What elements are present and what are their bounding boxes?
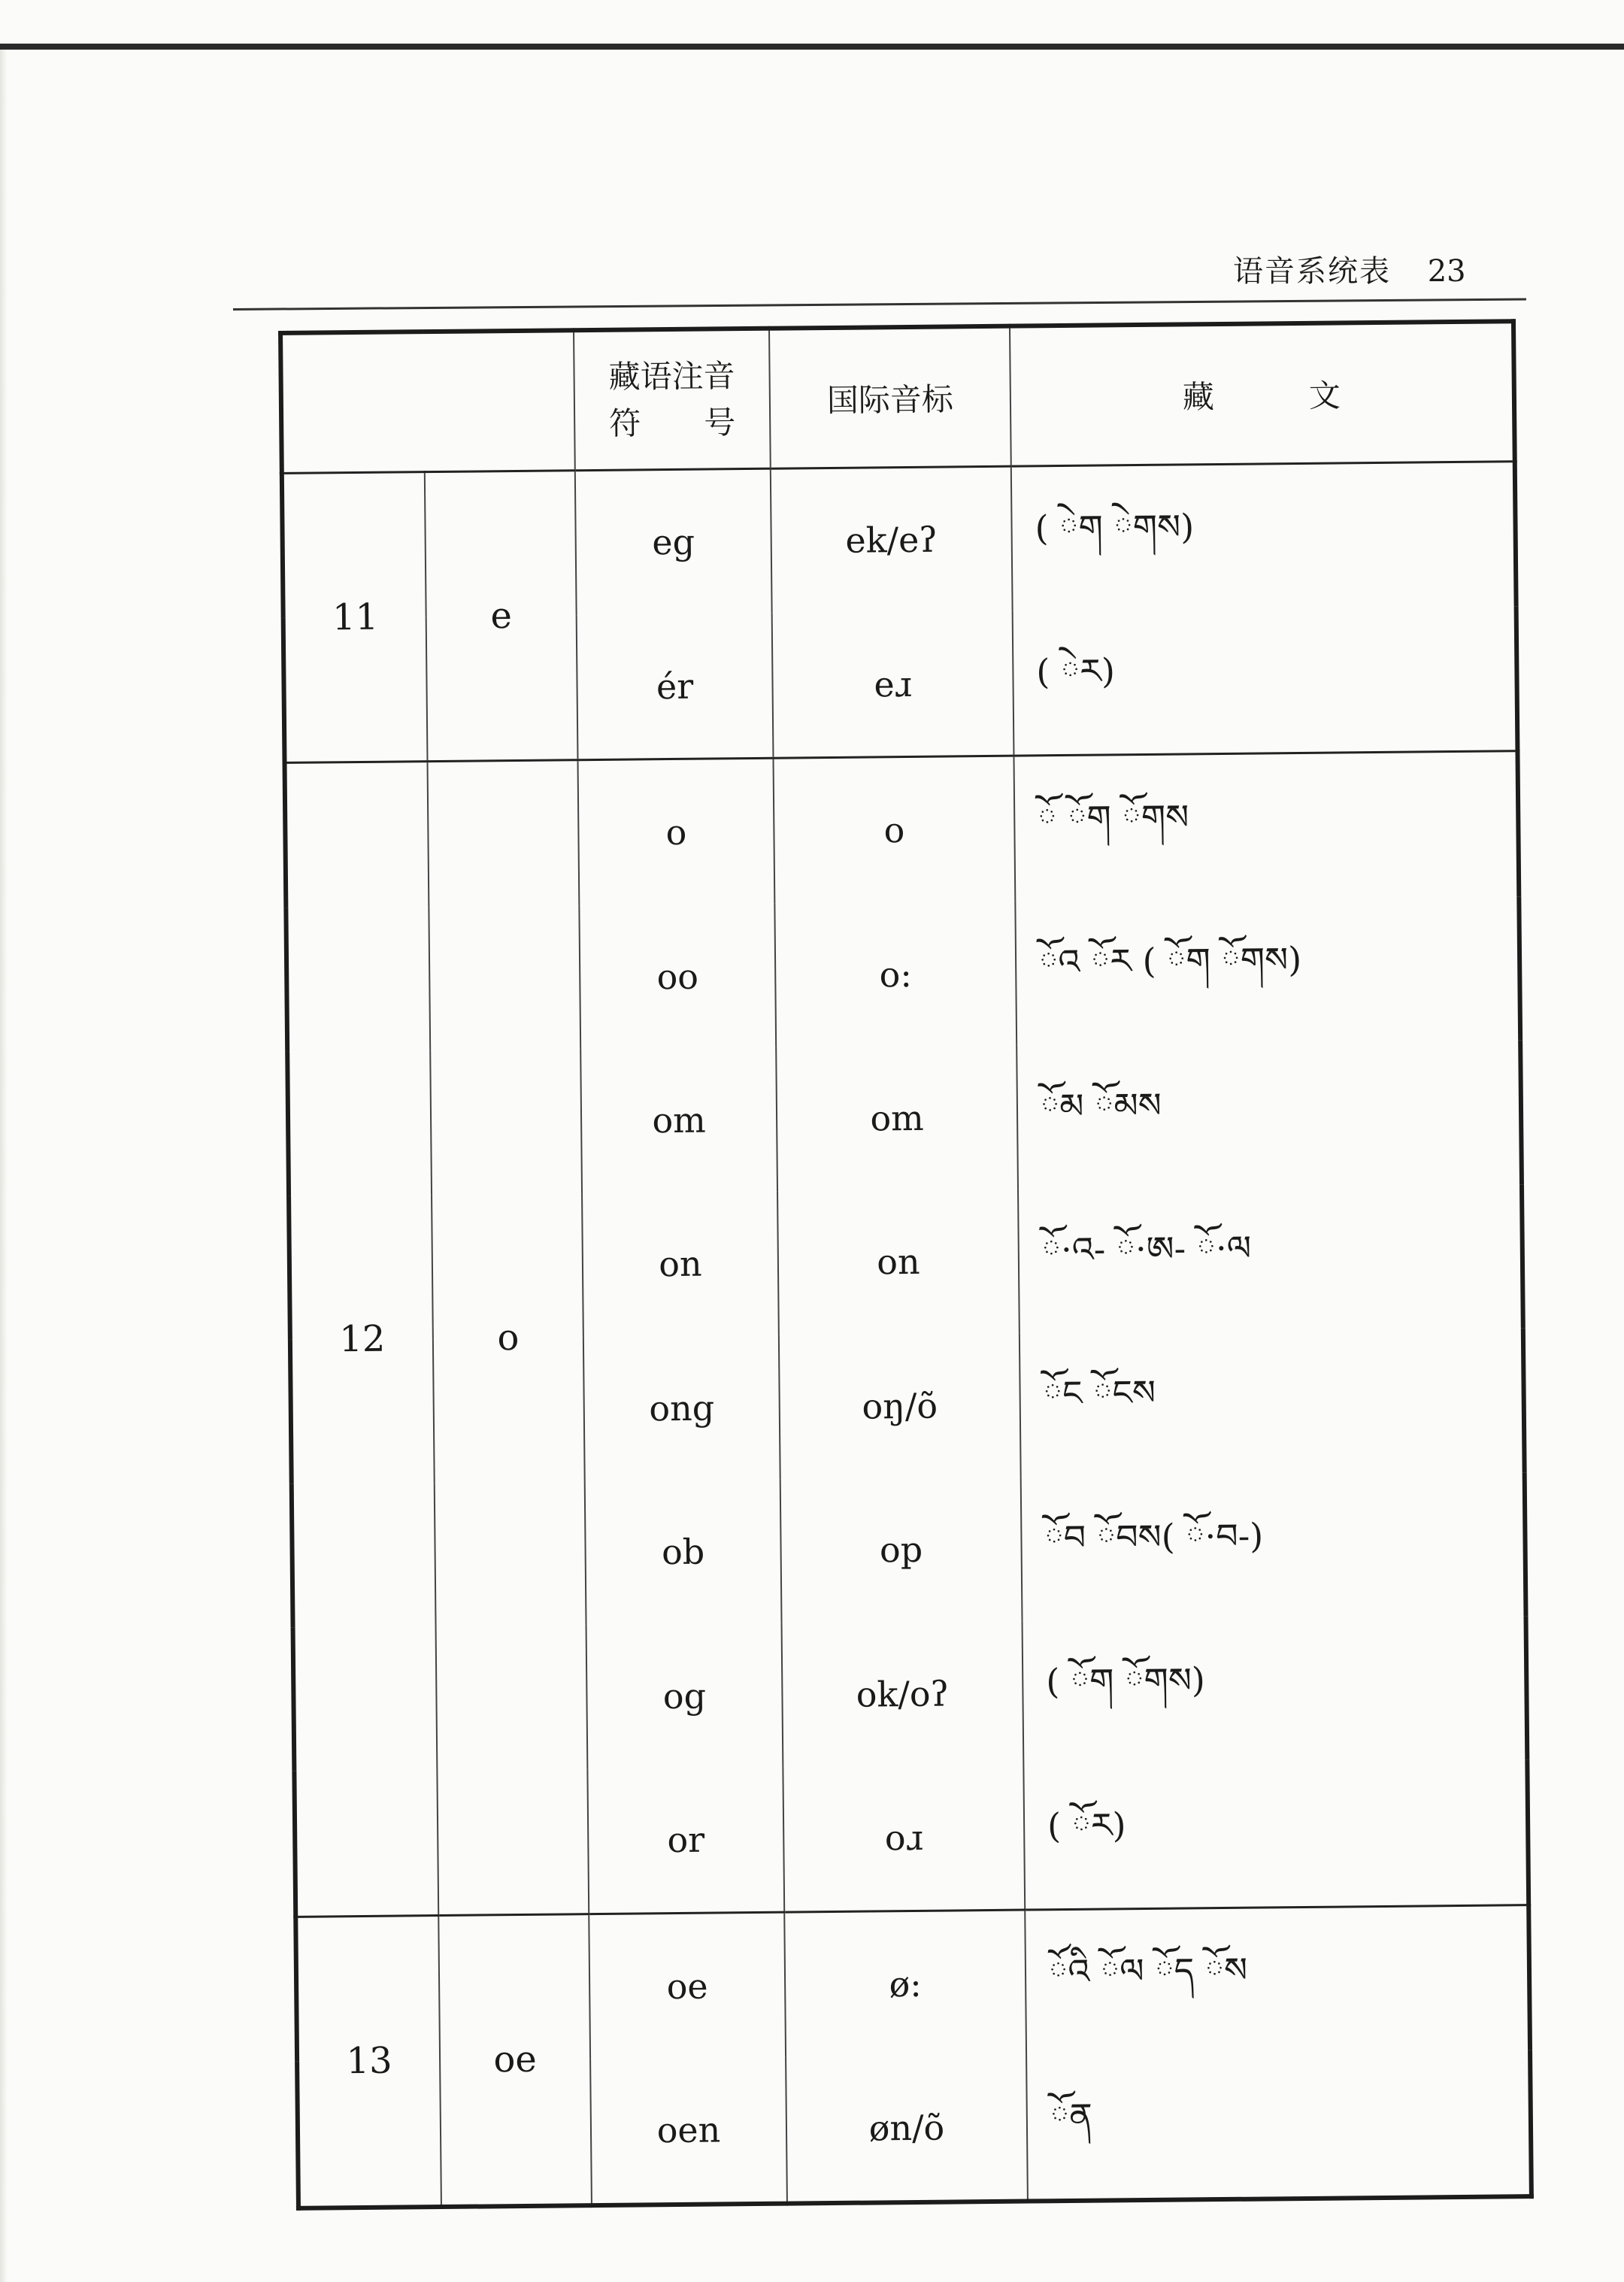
group-number: 12 [285, 762, 439, 1917]
symbol-cell: ér [577, 614, 774, 760]
table-header-row [280, 321, 1515, 473]
header-symbol [574, 329, 771, 470]
table-row [282, 461, 1516, 618]
tibetan-cell: ◌ོམ ◌ོམས [1017, 1041, 1522, 1189]
ipa-cell: o: [774, 902, 1017, 1047]
tibetan-cell: ( ◌ེག ◌ེགས) [1011, 461, 1516, 611]
symbol-cell: ong [583, 1335, 780, 1481]
tibetan-cell: ◌ོང ◌ོངས [1020, 1328, 1525, 1477]
phonetic-system-table [278, 319, 1534, 2211]
symbol-cell: ob [585, 1479, 782, 1625]
ipa-cell: ok/oʔ [782, 1621, 1024, 1767]
group-vowel: oe [438, 1914, 592, 2207]
page-number: 23 [1427, 254, 1466, 289]
ipa-cell: eɹ [772, 611, 1014, 759]
tibetan-cell: ◌ོ ◌ོག ◌ོགས [1013, 751, 1519, 901]
symbol-cell: oen [590, 2057, 787, 2205]
group-vowel: o [428, 760, 589, 1915]
group-number: 11 [282, 471, 428, 763]
symbol-cell: om [580, 1047, 777, 1193]
phonetic-table-wrapper [278, 319, 1529, 2211]
ipa-cell: on [777, 1189, 1020, 1335]
symbol-cell: o [578, 759, 775, 905]
ipa-cell: op [780, 1477, 1023, 1623]
header-tibetan: 藏 文 [1010, 321, 1515, 465]
group-number: 13 [295, 1915, 441, 2208]
tibetan-cell: ◌ོའ ◌ོར ( ◌ོག ◌ོགས) [1015, 896, 1520, 1045]
ipa-cell: øn/õ [786, 2055, 1028, 2204]
header-blank-cell [280, 330, 575, 473]
symbol-cell: eg [575, 468, 772, 615]
ipa-cell: o [773, 756, 1015, 904]
header-symbol-line1: 藏语注音 [608, 356, 735, 395]
header-symbol-line2: 符 号 [608, 403, 736, 442]
tibetan-cell: ◌ོ·འ- ◌ོ·ཨ- ◌ོ·ལ [1018, 1184, 1523, 1333]
scan-edge-shadow [0, 50, 8, 2282]
ipa-cell: oŋ/õ [779, 1333, 1021, 1479]
symbol-cell: og [586, 1623, 783, 1769]
table-row [285, 751, 1519, 908]
ipa-cell: oɹ [783, 1765, 1025, 1912]
symbol-cell: or [587, 1767, 784, 1914]
symbol-cell: oo [579, 904, 776, 1050]
ipa-cell: ek/eʔ [771, 466, 1013, 614]
table-row [295, 1905, 1530, 2062]
tibetan-cell: ◌ོའི ◌ོལ ◌ོད ◌ོས [1025, 1905, 1530, 2055]
header-rule [233, 298, 1526, 311]
symbol-cell: on [582, 1191, 779, 1337]
tibetan-cell: ( ◌ེར) [1013, 606, 1518, 756]
running-head [1233, 253, 1519, 290]
ipa-cell: om [776, 1045, 1018, 1191]
top-border-rule [0, 44, 1624, 50]
group-vowel: e [425, 470, 578, 762]
ipa-cell: ø: [784, 1910, 1026, 2057]
tibetan-cell: ( ◌ོར) [1023, 1760, 1529, 1910]
tibetan-cell: ◌ོབ ◌ོབས( ◌ོ·བ-) [1021, 1472, 1526, 1621]
tibetan-cell: ( ◌ོག ◌ོགས) [1023, 1616, 1528, 1765]
header-ipa: 国际音标 [769, 326, 1011, 468]
running-head-title: 语音系统表 [1233, 254, 1391, 289]
symbol-cell: oe [589, 1912, 786, 2059]
tibetan-cell: ◌ོན [1026, 2050, 1532, 2201]
